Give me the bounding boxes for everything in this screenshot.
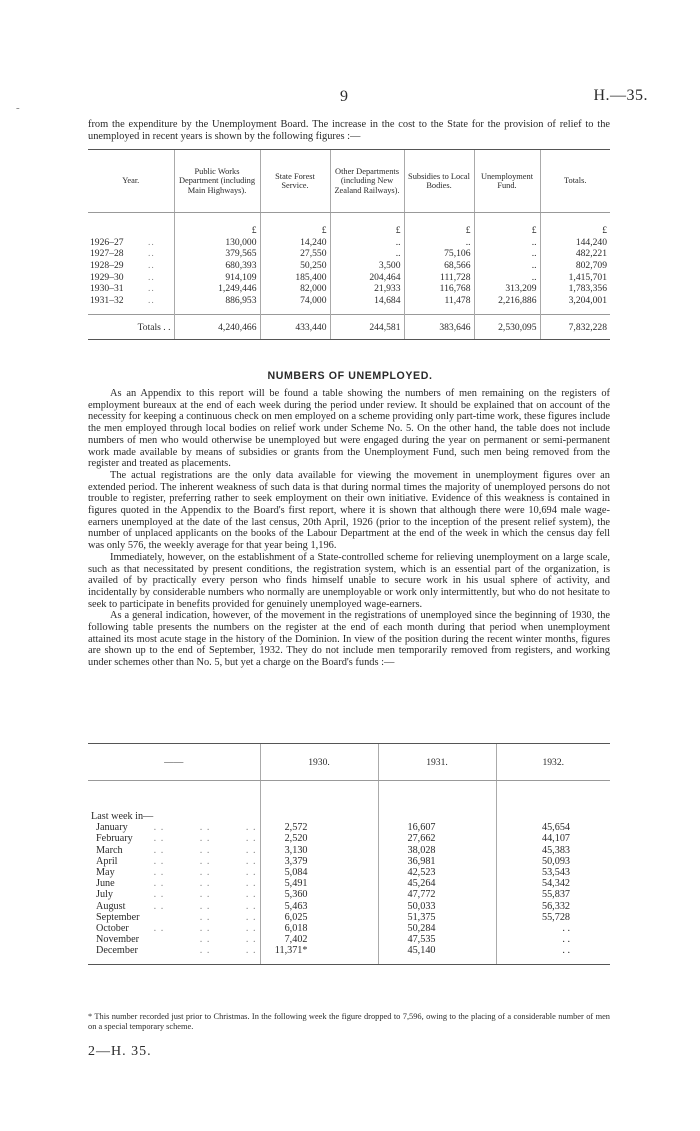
paragraph: The actual registrations are the only data available for viewing the movement in unemployment figures over an extended period. The inherent weakness of such data is that during normal times the majority of unemployed persons do not trouble to register, preferring rather to seek employment on their own initiative. Evidence of this weakness is contained in figures quoted in the Appendix to the Board's first report, where it is shown that although there were 10,694 male wage-earners unemployed at the date of the last census, 20th April, 1926 (prior to the inception of the present relief system), the number of unplaced applicants on the books of the Labour Department at the end of the week in which the census day fell was only 576, the weekly average for that year being 1,196. [88, 469, 610, 552]
value-1930: 3,130 [260, 845, 378, 856]
value-1931: 27,662 [378, 833, 496, 844]
table-row [88, 856, 610, 867]
value-cell: .. [404, 237, 474, 249]
value-1930: 5,491 [260, 878, 378, 889]
value-cell: 313,209 [474, 283, 540, 295]
year-cell: 1926–27 [90, 236, 124, 248]
value-cell: 116,768 [404, 283, 474, 295]
month-cell: March [96, 844, 123, 856]
header-blank: —— [88, 744, 260, 781]
table-row [88, 889, 610, 900]
value-cell: 68,566 [404, 260, 474, 272]
value-cell: 50,250 [260, 260, 330, 272]
value-1932: 55,837 [496, 889, 610, 900]
value-cell: 144,240 [540, 237, 610, 249]
total-cell: 7,832,228 [540, 315, 610, 340]
table-row [88, 912, 610, 923]
leader-dots: . . . . [164, 934, 257, 946]
table-header-row [88, 744, 610, 781]
total-cell: 2,530,095 [474, 315, 540, 340]
value-1932: . . [496, 945, 610, 965]
header-1930: 1930. [260, 744, 378, 781]
value-1930: 5,463 [260, 901, 378, 912]
value-cell: .. [474, 260, 540, 272]
value-1930: 5,360 [260, 889, 378, 900]
value-cell: 27,550 [260, 248, 330, 260]
value-1930: 2,520 [260, 833, 378, 844]
value-cell: .. [474, 248, 540, 260]
month-cell: May [96, 867, 115, 879]
paragraph: As an Appendix to this report will be found a table showing the numbers of men remaining on the registers of employment bureaux at the end of each week during the period under review. It should be explained that on account of the necessity for keeping a continuous check on men employed on a scheme providing only part-time work, these figures include the men employed through local bodies on relief work under Scheme No. 5. On the other hand, the table does not include numbers of men who would otherwise be unemployed but were engaged during the year on permanent or semi-permanent work made available by means of subsidies or grants from the Unemployment Fund, such men being removed from the register and treated as placements. [88, 388, 610, 470]
value-cell: 14,240 [260, 237, 330, 249]
value-1931: 51,375 [378, 912, 496, 923]
value-1930: 5,084 [260, 867, 378, 878]
value-1931: 36,981 [378, 856, 496, 867]
value-cell: 379,565 [174, 248, 260, 260]
year-cell: 1931–32 [90, 294, 124, 306]
value-1930: 7,402 [260, 934, 378, 945]
table-row [88, 867, 610, 878]
leader-dots: . . . . . . [153, 822, 257, 834]
leader-dots: .. [147, 283, 155, 295]
value-1932: 53,543 [496, 867, 610, 878]
leader-dots: .. [147, 260, 155, 272]
header-unemployment-fund: Unemployment Fund. [474, 150, 540, 213]
value-1930: 3,379 [260, 856, 378, 867]
leader-dots: .. [147, 236, 155, 248]
leader-dots: . . . . [164, 911, 257, 923]
value-1931: 45,264 [378, 878, 496, 889]
table-row [88, 923, 610, 934]
value-cell: 3,500 [330, 260, 404, 272]
table-row [88, 260, 610, 272]
group-label: Last week in— [91, 811, 154, 823]
value-1930: 11,371* [260, 945, 378, 965]
value-1932: . . [496, 923, 610, 934]
value-1932: 54,342 [496, 878, 610, 889]
value-1932: 45,654 [496, 822, 610, 833]
table-row [88, 934, 610, 945]
month-cell: July [96, 889, 113, 901]
leader-dots: .. [147, 248, 155, 260]
footnote: * This number recorded just prior to Christmas. In the following week the figure dropped to 7,596, owing to the placing of a considerable number of men on a special temporary scheme. [88, 1012, 610, 1031]
totals-label: Totals . . [88, 315, 174, 340]
value-1932: 56,332 [496, 901, 610, 912]
value-1932: 44,107 [496, 833, 610, 844]
paragraph: Immediately, however, on the establishment of a State-controlled scheme for relieving unemployment on a large scale, such as that necessitated by present conditions, the registration system, which is an essential part of the organization, is availed of by practically every person who finds himself unable to secure work in his usual sphere of activity, and incidentally by considerable numbers who normally are unemployable or work only intermittently, but who do not hesitate to seek to participate in benefits provided for genuinely unemployed wage-earners. [88, 551, 610, 610]
value-cell: 802,709 [540, 260, 610, 272]
page-number: 9 [340, 88, 348, 105]
unit-cell: £ [330, 213, 404, 237]
leader-dots: . . . . . . [153, 867, 257, 879]
table-header-row [88, 150, 610, 213]
value-1931: 50,033 [378, 901, 496, 912]
value-cell: 82,000 [260, 283, 330, 295]
value-cell: 1,249,446 [174, 283, 260, 295]
header-1931: 1931. [378, 744, 496, 781]
value-cell: 482,221 [540, 248, 610, 260]
value-1932: 45,383 [496, 845, 610, 856]
value-cell: .. [330, 248, 404, 260]
value-1930: 6,018 [260, 923, 378, 934]
month-cell: January [96, 822, 128, 834]
leader-dots: . . . . . . [153, 844, 257, 856]
table-row [88, 248, 610, 260]
total-cell: 383,646 [404, 315, 474, 340]
paragraph: As a general indication, however, of the movement in the registrations of unemployed since the beginning of 1930, the following table presents the numbers on the register at the end of each month during that period when unemployment attained its most acute stage in the history of the Dominion. In view of the position during the recent winter months, figures are shown up to the end of September, 1932. They do not include men temporarily removed from registers, and working under schemes other than No. 5, but yet a charge on the Board's funds :— [88, 610, 610, 669]
value-1931: 47,535 [378, 934, 496, 945]
value-1932: 55,728 [496, 912, 610, 923]
header-state-forest: State Forest Service. [260, 150, 330, 213]
value-1931: 45,140 [378, 945, 496, 965]
unit-cell: £ [260, 213, 330, 237]
month-cell: February [96, 833, 133, 845]
value-1932: 50,093 [496, 856, 610, 867]
value-cell: 75,106 [404, 248, 474, 260]
month-cell: November [96, 934, 139, 946]
monthly-registrations-table [88, 743, 610, 965]
group-label-row [88, 781, 610, 823]
value-1931: 16,607 [378, 822, 496, 833]
value-1932: . . [496, 934, 610, 945]
header-subsidies: Subsidies to Local Bodies. [404, 150, 474, 213]
year-cell: 1927–28 [90, 248, 124, 260]
leader-dots: . . . . . . [153, 855, 257, 867]
value-cell: 886,953 [174, 295, 260, 315]
leader-dots: .. [147, 294, 155, 306]
table-row [88, 878, 610, 889]
signature-mark: 2—H. 35. [88, 1044, 152, 1059]
value-cell: 11,478 [404, 295, 474, 315]
margin-mark: - [16, 102, 20, 114]
value-cell: 914,109 [174, 271, 260, 283]
value-cell: 204,464 [330, 271, 404, 283]
header-totals: Totals. [540, 150, 610, 213]
year-cell: 1928–29 [90, 260, 124, 272]
value-cell: 185,400 [260, 271, 330, 283]
month-cell: August [96, 900, 126, 912]
value-cell: 1,783,356 [540, 283, 610, 295]
value-cell: 2,216,886 [474, 295, 540, 315]
unit-cell: £ [174, 213, 260, 237]
leader-dots: . . . . . . [153, 889, 257, 901]
leader-dots: . . . . . . [153, 900, 257, 912]
value-1931: 42,523 [378, 867, 496, 878]
total-cell: 4,240,466 [174, 315, 260, 340]
table-row [88, 237, 610, 249]
body-text [88, 388, 610, 669]
month-cell: December [96, 945, 138, 957]
value-cell: .. [474, 237, 540, 249]
leader-dots: .. [147, 271, 155, 283]
unit-cell: £ [540, 213, 610, 237]
table-row [88, 271, 610, 283]
section-heading: NUMBERS OF UNEMPLOYED. [267, 370, 433, 382]
total-cell: 244,581 [330, 315, 404, 340]
leader-dots: . . . . . . [153, 878, 257, 890]
table-row [88, 845, 610, 856]
total-cell: 433,440 [260, 315, 330, 340]
value-1931: 50,284 [378, 923, 496, 934]
value-cell: 21,933 [330, 283, 404, 295]
month-cell: June [96, 878, 115, 890]
unit-row [88, 213, 610, 237]
table-row [88, 945, 610, 965]
leader-dots: . . . . . . [153, 922, 257, 934]
month-cell: September [96, 911, 140, 923]
value-cell: 74,000 [260, 295, 330, 315]
header-1932: 1932. [496, 744, 610, 781]
month-cell: April [96, 855, 118, 867]
table-row [88, 833, 610, 844]
value-cell: 1,415,701 [540, 271, 610, 283]
value-1930: 2,572 [260, 822, 378, 833]
unit-cell: £ [474, 213, 540, 237]
leader-dots: . . . . [164, 945, 257, 957]
value-cell: 680,393 [174, 260, 260, 272]
header-other-departments: Other Departments (including New Zealand Railways). [330, 150, 404, 213]
header-year: Year. [88, 150, 174, 213]
table-row [88, 822, 610, 833]
table-row [88, 295, 610, 315]
value-cell: 3,204,001 [540, 295, 610, 315]
value-cell: 130,000 [174, 237, 260, 249]
intro-paragraph: from the expenditure by the Unemployment Board. The increase in the cost to the State for the provision of relief to the unemployed in recent years is shown by the following figures :— [88, 119, 610, 142]
year-cell: 1930–31 [90, 283, 124, 295]
table-row [88, 283, 610, 295]
value-1930: 6,025 [260, 912, 378, 923]
table-row [88, 901, 610, 912]
document-code: H.—35. [593, 87, 648, 104]
unit-cell: £ [404, 213, 474, 237]
value-1931: 38,028 [378, 845, 496, 856]
year-cell: 1929–30 [90, 271, 124, 283]
totals-row [88, 315, 610, 340]
value-cell: 111,728 [404, 271, 474, 283]
relief-cost-table [88, 149, 610, 340]
month-cell: October [96, 922, 129, 934]
value-cell: .. [330, 237, 404, 249]
value-1931: 47,772 [378, 889, 496, 900]
leader-dots: . . . . . . [153, 833, 257, 845]
value-cell: .. [474, 271, 540, 283]
header-public-works: Public Works Department (including Main Highways). [174, 150, 260, 213]
value-cell: 14,684 [330, 295, 404, 315]
